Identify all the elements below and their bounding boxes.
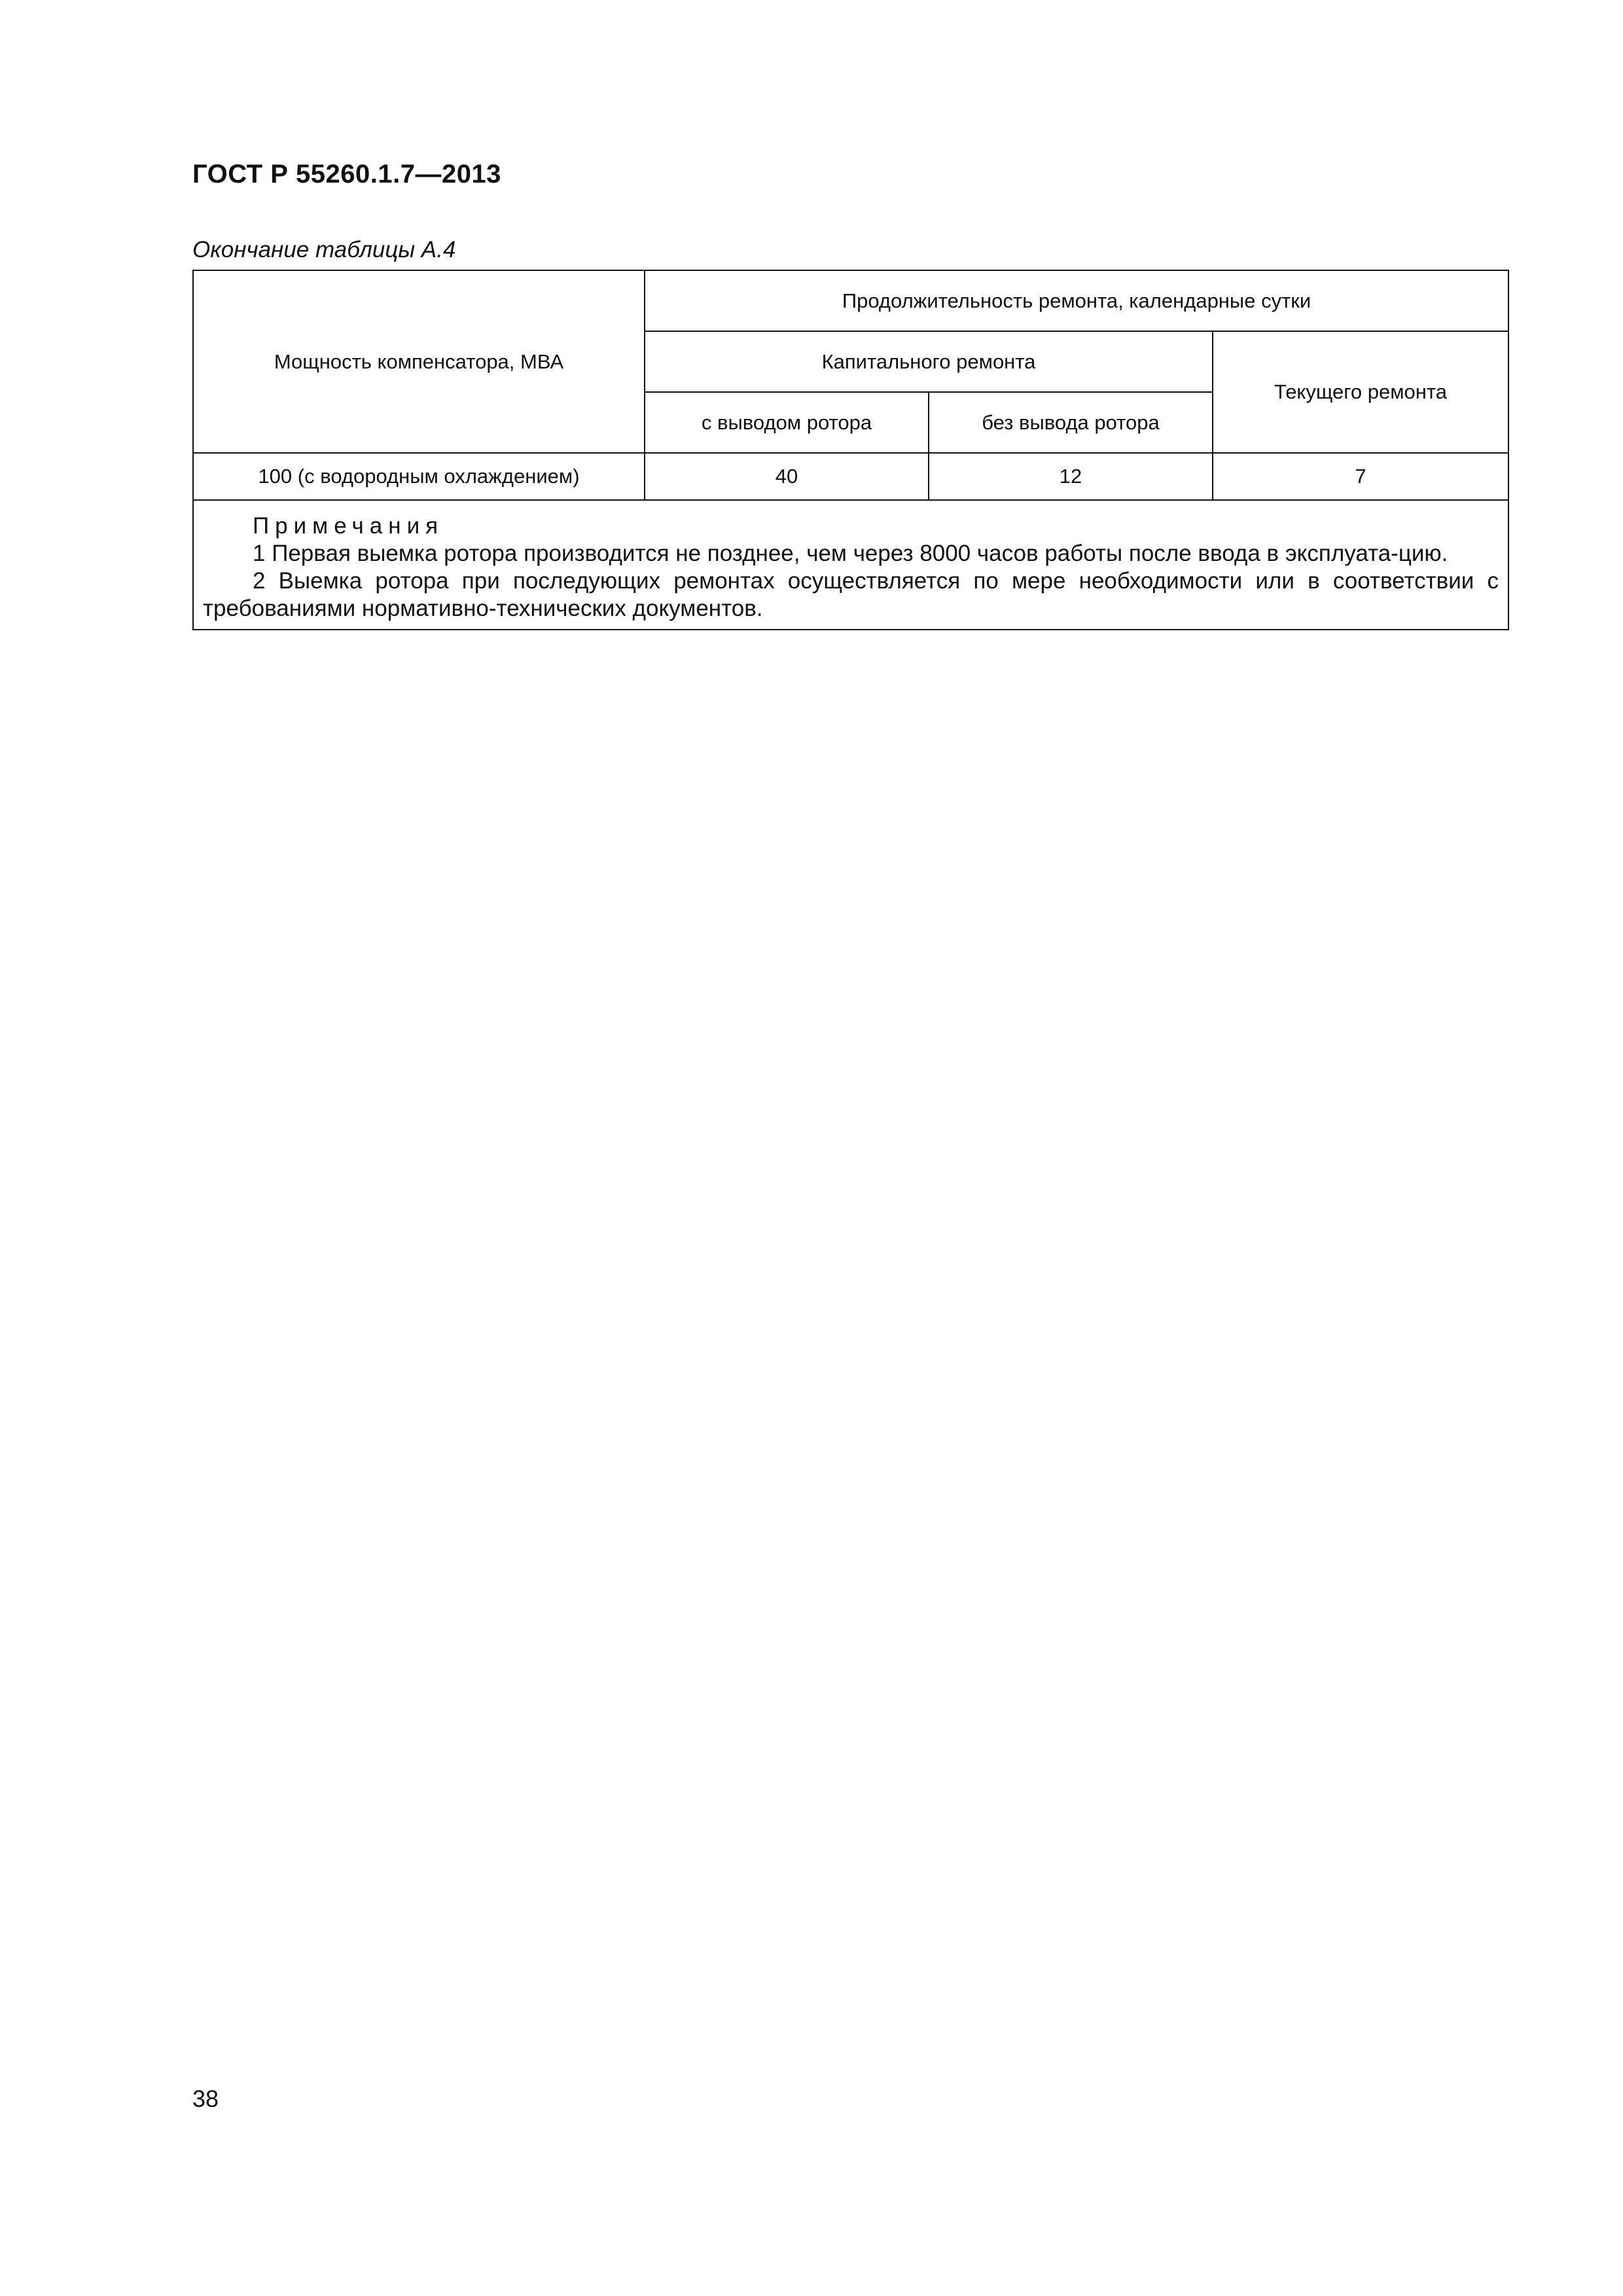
repair-duration-table — [192, 270, 1509, 630]
header-current-repair: Текущего ремонта — [1213, 331, 1508, 453]
header-capital-repair: Капитального ремонта — [645, 331, 1213, 392]
cell-power: 100 (с водородным охлаждением) — [193, 453, 645, 500]
document-code: ГОСТ Р 55260.1.7—2013 — [192, 160, 501, 188]
header-with-rotor: с выводом ротора — [645, 392, 929, 453]
header-without-rotor: без вывода ротора — [929, 392, 1213, 453]
cell-without-rotor: 12 — [929, 453, 1213, 500]
note-item-1: 1 Первая выемка ротора производится не позднее, чем через 8000 часов работы после ввода в эксплуата-цию. — [253, 541, 1448, 566]
header-duration: Продолжительность ремонта, календарные сутки — [645, 270, 1508, 331]
table-caption: Окончание таблицы А.4 — [192, 237, 456, 262]
table-notes — [193, 500, 1508, 630]
table-row — [193, 453, 1508, 500]
note-item-2: 2 Выемка ротора при последующих ремонтах осуществляется по мере необходимости или в соответствии с требованиями нормативно-технических документов. — [203, 568, 1499, 621]
header-power: Мощность компенсатора, МВА — [193, 270, 645, 453]
cell-with-rotor: 40 — [645, 453, 929, 500]
notes-title: Примечания — [253, 513, 444, 539]
page-number: 38 — [192, 2085, 219, 2112]
cell-current: 7 — [1213, 453, 1508, 500]
